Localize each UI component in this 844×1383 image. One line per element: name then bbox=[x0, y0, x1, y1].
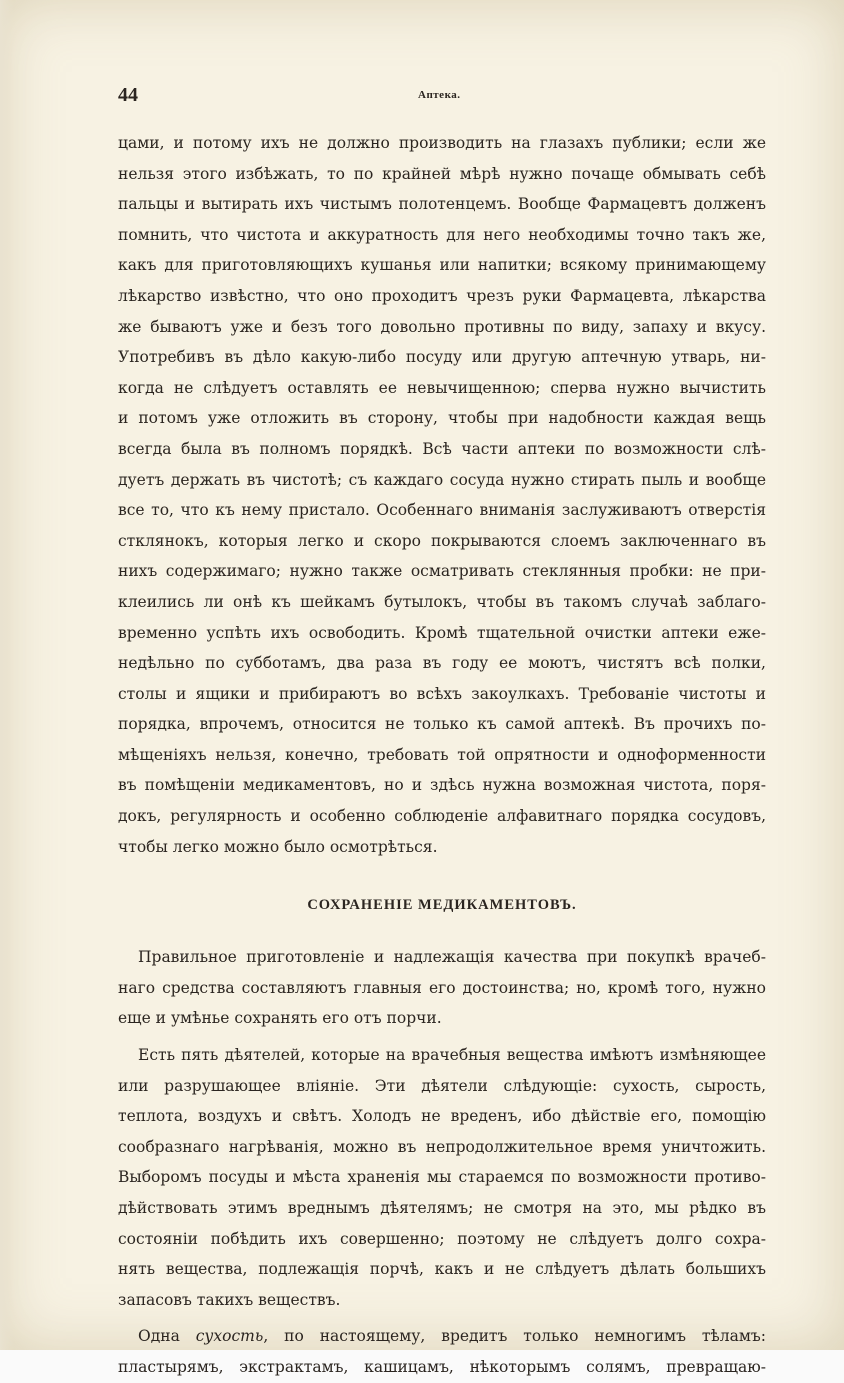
text-fragment: Одна bbox=[138, 1327, 196, 1346]
paragraph-4 bbox=[118, 1321, 766, 1382]
text-line: мѣщеніяхъ нельзя, конечно, требовать той опрятности и одноформенности bbox=[118, 745, 766, 764]
text-line: Употребивъ въ дѣло какую-либо посуду или другую аптечную утварь, ни- bbox=[118, 348, 766, 367]
text-line: теплота, воздухъ и свѣтъ. Холодъ не вреденъ, ибо дѣйствіе его, помощію bbox=[118, 1107, 766, 1126]
text-line: или разрушающее вліяніе. Эти дѣятели слѣдующіе: сухость, сырость, bbox=[118, 1076, 766, 1095]
text-fragment: , по настоящему, вредитъ только немногимъ тѣламъ: bbox=[263, 1327, 766, 1346]
text-line: Выборомъ посуды и мѣста храненія мы стараемся по возможности противо- bbox=[118, 1168, 766, 1187]
text-line: пальцы и вытирать ихъ чистымъ полотенцемъ. Вообще Фармацевтъ долженъ bbox=[118, 195, 766, 214]
text-line: недѣльно по субботамъ, два раза въ году ее моютъ, чистятъ всѣ полки, bbox=[118, 654, 766, 673]
text-line: Есть пять дѣятелей, которые на врачебныя вещества имѣютъ измѣняющее bbox=[138, 1046, 766, 1065]
text-line: сообразнаго нагрѣванія, можно въ непродолжительное время уничтожить. bbox=[118, 1137, 766, 1156]
text-line: наго средства составляютъ главныя его достоинства; но, кромѣ того, нужно bbox=[118, 978, 766, 997]
paragraph-2 bbox=[118, 942, 766, 1034]
text-line: нихъ содержимаго; нужно также осматривать стеклянныя пробки: не при- bbox=[118, 562, 766, 581]
paragraph-1 bbox=[118, 128, 766, 862]
text-line: дѣйствовать этимъ вреднымъ дѣятелямъ; не смотря на это, мы рѣдко въ bbox=[118, 1199, 766, 1217]
text-line: дуетъ держать въ чистотѣ; съ каждаго сосуда нужно стирать пыль и вообще bbox=[118, 470, 766, 489]
section-heading: СОХРАНЕНІЕ МЕДИКАМЕНТОВЪ. bbox=[307, 897, 577, 914]
text-line: Правильное приготовленіе и надлежащія качества при покупкѣ врачеб- bbox=[138, 948, 766, 967]
text-line: чтобы легко можно было осмотрѣться. bbox=[118, 837, 438, 856]
text-line: нять вещества, подлежащія порчѣ, какъ и не слѣдуетъ дѣлать большихъ bbox=[118, 1260, 766, 1279]
text-line: еще и умѣнье сохранять его отъ порчи. bbox=[118, 1009, 442, 1028]
text-line: столы и ящики и прибираютъ во всѣхъ закоулкахъ. Требованіе чистоты и bbox=[118, 684, 766, 703]
text-line: все то, что къ нему пристало. Особеннаго вниманія заслуживаютъ отверстія bbox=[118, 501, 766, 520]
text-line: порядка, впрочемъ, относится не только къ самой аптекѣ. Въ прочихъ по- bbox=[118, 715, 766, 734]
page-number: 44 bbox=[118, 84, 138, 106]
text-line: состояніи побѣдить ихъ совершенно; поэтому не слѣдуетъ долго сохра- bbox=[118, 1229, 766, 1248]
text-line: когда не слѣдуетъ оставлять ее невычищенною; сперва нужно вычистить bbox=[118, 378, 766, 397]
spacer bbox=[118, 920, 766, 942]
text-line bbox=[118, 1321, 766, 1352]
text-line: же бываютъ уже и безъ того довольно противны по виду, запаху и вкусу. bbox=[118, 317, 766, 336]
text-line: временно успѣть ихъ освободить. Кромѣ тщательной очистки аптеки еже- bbox=[118, 623, 766, 642]
text-line: запасовъ такихъ веществъ. bbox=[118, 1290, 341, 1309]
italic-term: сухость bbox=[195, 1327, 264, 1346]
text-line: пластырямъ, экстрактамъ, кашицамъ, нѣкоторымъ солямъ, превращаю- bbox=[118, 1357, 766, 1376]
text-line: въ помѣщеніи медикаментовъ, но и здѣсь нужна возможная чистота, поря- bbox=[118, 776, 766, 795]
running-head: Аптека. bbox=[418, 89, 461, 101]
page-header bbox=[118, 84, 768, 108]
spacer bbox=[118, 862, 766, 890]
text-line: цами, и потому ихъ не должно производить на глазахъ публики; если же bbox=[118, 134, 766, 152]
text-line: всегда была въ полномъ порядкѣ. Всѣ части аптеки по возможности слѣ- bbox=[118, 439, 766, 458]
text-line: лѣкарство извѣстно, что оно проходитъ чрезъ руки Фармацевта, лѣкарства bbox=[118, 286, 766, 305]
text-line: и потомъ уже отложить въ сторону, чтобы при надобности каждая вещь bbox=[118, 409, 766, 428]
text-line: клеились ли онѣ къ шейкамъ бутылокъ, чтобы въ такомъ случаѣ заблаго- bbox=[118, 592, 766, 611]
body-text bbox=[118, 128, 766, 1383]
text-line: докъ, регулярность и особенно соблюденіе алфавитнаго порядка сосудовъ, bbox=[118, 807, 766, 826]
text-line: стклянокъ, которыя легко и скоро покрываются слоемъ заключеннаго въ bbox=[118, 531, 766, 550]
paragraph-3 bbox=[118, 1040, 766, 1315]
text-line: помнить, что чистота и аккуратность для него необходимы точно такъ же, bbox=[118, 225, 766, 244]
text-line: нельзя этого избѣжать, то по крайней мѣрѣ нужно почаще обмывать себѣ bbox=[118, 164, 766, 183]
page-edge-shadow bbox=[0, 0, 14, 1350]
text-line: какъ для приготовляющихъ кушанья или напитки; всякому принимающему bbox=[118, 256, 766, 275]
